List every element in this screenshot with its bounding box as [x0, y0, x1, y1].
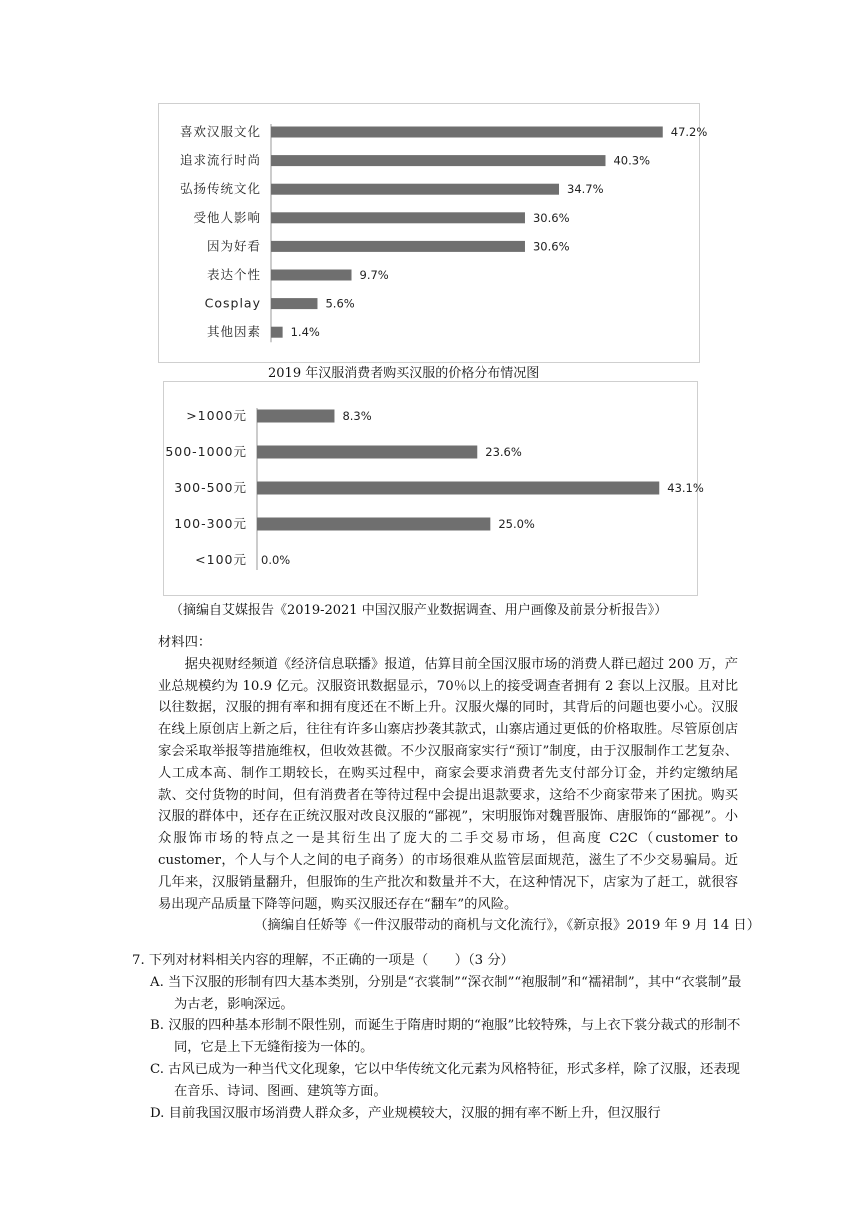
data-label: 43.1% — [667, 481, 704, 495]
category-label: 弘扬传统文化 — [179, 181, 261, 197]
bar — [271, 127, 663, 138]
category-label: 300-500元 — [174, 480, 247, 495]
category-label: 受他人影响 — [193, 209, 261, 225]
price-chart — [163, 381, 704, 596]
material-body: 据央视财经频道《经济信息联播》报道，估算目前全国汉服市场的消费人群已超过 200 万，产业总规模约为 10.9 亿元。汉服资讯数据显示，70％以上的接受调查者拥有 2 套以上汉服。且对比以往数据，汉服的拥有率和拥有度还在不断上升。汉服火爆的同时，其背后的问题也要小心。汉服在线上原创店上新之后，往往有许多山寨店抄袭其款式，山寨店通过更低的价格取胜。尽管原创店家会采取举报等措施维权，但收效甚微。不少汉服商家实行“预订”制度，由于汉服制作工艺复杂、人工成本高、制作工期较长，在购买过程中，商家会要求消费者先支付部分订金，并约定缴纳尾款、交付货物的时间，但有消费者在等待过程中会提出退款要求，这给不少商家带来了困扰。购买汉服的群体中，还存在正统汉服对改良汉服的“鄙视”，宋明服饰对魏晋服饰、唐服饰的“鄙视”。小众服饰市场的特点之一是其衍生出了庞大的二手交易市场，但高度 C2C（customer to customer，个人与个人之间的电子商务）的市场很难从监管层面规范，滋生了不少交易骗局。近几年来，汉服销量翻升，但服饰的生产批次和数量并不大，在这种情况下，店家为了赶工，就很容易出现产品质量下降等问题，购买汉服还存在“翻车”的风险。 — [158, 656, 738, 912]
category-label: >1000元 — [186, 408, 247, 423]
bar — [271, 184, 559, 195]
category-label: 追求流行时尚 — [179, 152, 261, 168]
data-label: 40.3% — [613, 153, 651, 168]
category-label: 其他因素 — [206, 324, 261, 340]
bar — [257, 482, 659, 495]
bar — [271, 155, 605, 166]
category-label: 喜欢汉服文化 — [179, 124, 261, 139]
question-stem: 7. 下列对材料相关内容的理解，不正确的一项是（ ）（3 分） — [132, 953, 514, 968]
bar — [271, 241, 525, 252]
data-label: 30.6% — [532, 210, 570, 225]
option-a: A. 当下汉服的形制有四大基本类别，分别是“衣裳制”“深衣制”“袍服制”和“襦裙制”，其中“衣裳制”最为古老，影响深远。 — [150, 974, 742, 1012]
chart-source: （摘编自艾媒报告《2019-2021 中国汉服产业数据调查、用户画像及前景分析报告》） — [170, 603, 668, 618]
data-label: 34.7% — [567, 182, 604, 197]
price-chart-title: 2019 年汉服消费者购买汉服的价格分布情况图 — [268, 366, 540, 381]
bar — [271, 270, 352, 281]
data-label: 1.4% — [290, 325, 320, 340]
category-label: 表达个性 — [206, 267, 261, 282]
bar — [271, 212, 525, 223]
material-heading: 材料四： — [158, 635, 212, 650]
bar — [257, 410, 334, 423]
bar — [257, 518, 490, 531]
question-7 — [132, 950, 742, 1124]
option-b: B. 汉服的四种基本形制不限性别，而诞生于隋唐时期的“袍服”比较特殊，与上衣下裳分裁式的形制不同，它是上下无缝衔接为一体的。 — [150, 1018, 741, 1056]
bar — [271, 298, 317, 309]
bar — [271, 327, 283, 338]
category-label: <100元 — [195, 552, 247, 567]
category-label: 500-1000元 — [165, 444, 247, 459]
data-label: 9.7% — [359, 268, 389, 282]
material-source: （摘编自任娇等《一件汉服带动的商机与文化流行》，《新京报》2019 年 9 月 14 日） — [254, 918, 760, 934]
reasons-bar-chart — [159, 104, 708, 362]
category-label: 因为好看 — [206, 238, 261, 254]
reasons-chart — [158, 103, 708, 363]
data-label: 47.2% — [670, 125, 708, 139]
option-d: D. 目前我国汉服市场消费人群众多，产业规模较大，汉服的拥有率不断上升，但汉服行 — [150, 1105, 661, 1121]
material-four — [158, 632, 760, 937]
category-label: Cosplay — [204, 295, 261, 311]
data-label: 23.6% — [485, 445, 522, 459]
data-label: 8.3% — [342, 409, 372, 423]
price-bar-chart — [164, 382, 704, 595]
data-label: 0.0% — [261, 553, 291, 567]
bar — [257, 446, 477, 459]
category-label: 100-300元 — [174, 516, 247, 531]
data-label: 25.0% — [498, 517, 535, 531]
option-c: C. 古风已成为一种当代文化现象，它以中华传统文化元素为风格特征，形式多样，除了汉服，还表现在音乐、诗词、图画、建筑等方面。 — [150, 1061, 740, 1099]
data-label: 30.6% — [532, 239, 570, 254]
data-label: 5.6% — [325, 296, 355, 311]
